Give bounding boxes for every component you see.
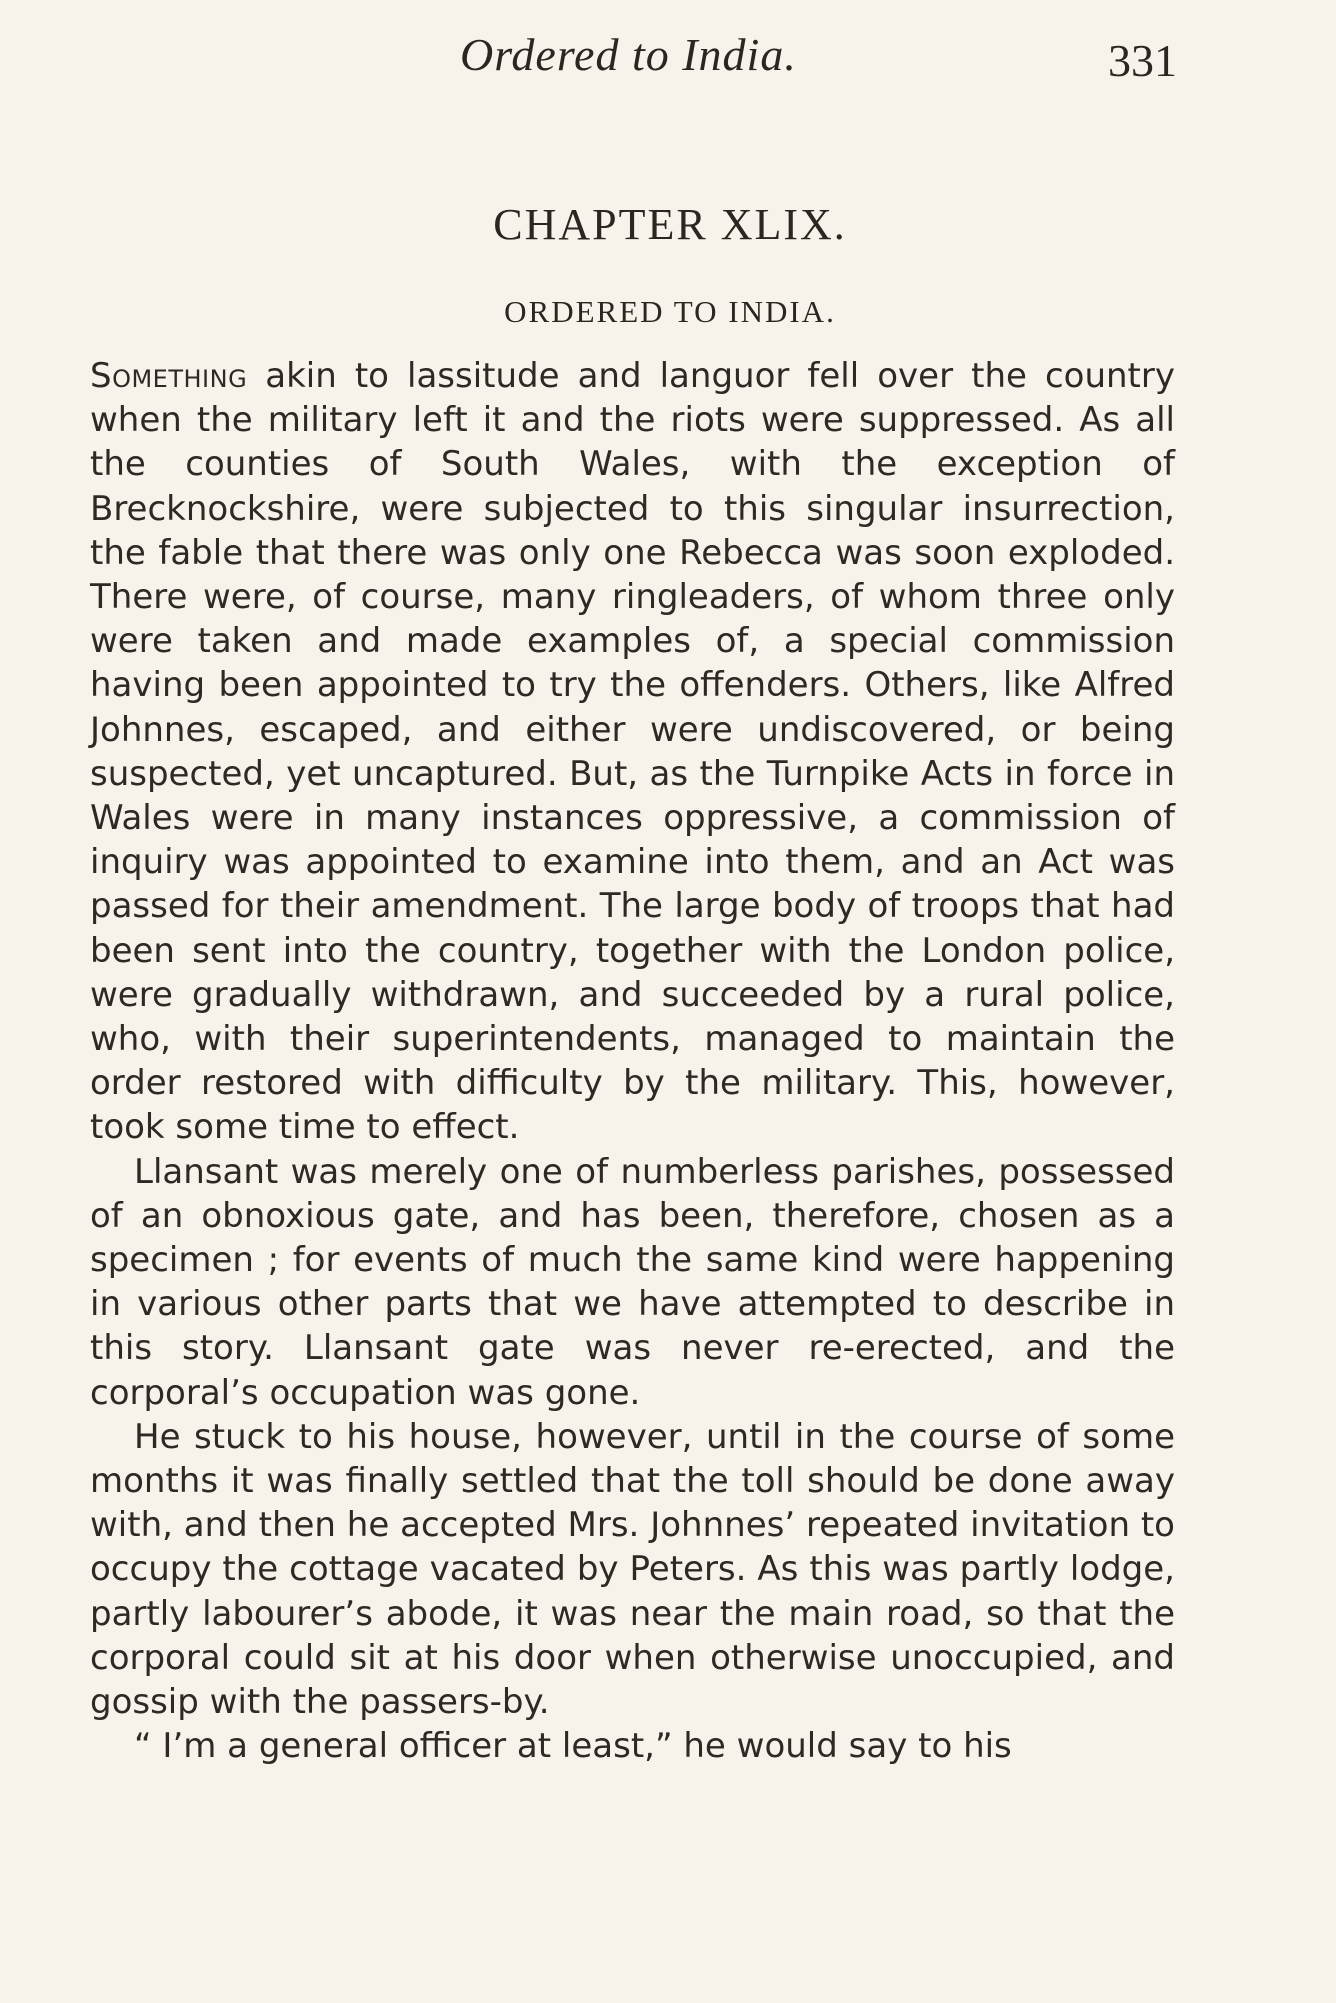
- running-head: [90, 28, 1180, 103]
- chapter-subtitle: ORDERED TO INDIA.: [504, 294, 836, 329]
- paragraph: [90, 354, 1175, 1150]
- paragraph-text: akin to lassitude and languor fell over the country when the military left it and the riots were suppressed. As all the counties of South Wales, with the exception of Brecknockshire, were subjected to this singular insurrection, the fable that there was only one Rebecca was soon exploded. There were, of course, many ringleaders, of whom three only were taken and made examples of, a special commission having been appointed to try the offenders. Others, like Alfred Johnnes, escaped, and either were undiscovered, or being suspected, yet uncaptured. But, as the Turnpike Acts in force in Wales were in many instances oppressive, a commission of inquiry was appointed to examine into them, and an Act was passed for their amendment. The large body of troops that had been sent into the country, together with the London police, were gradually withdrawn, and succeeded by a rural police, who, with their superintendents, managed to maintain the order restored with difficulty by the military. This, however, took some time to effect.: [90, 356, 1175, 1148]
- book-page: [90, 28, 1180, 1769]
- lead-word: Something: [90, 356, 248, 396]
- body-text: [90, 354, 1175, 1769]
- paragraph: [90, 1724, 1175, 1768]
- chapter-title: CHAPTER XLIX.: [493, 200, 847, 249]
- paragraph-text: He stuck to his house, however, until in the course of some months it was finally settled that the toll should be done away with, and then he accepted Mrs. Johnnes’ repeated invitation to occupy the cottage vacated by Peters. As this was partly lodge, partly labourer’s abode, it was near the main road, so that the corporal could sit at his door when otherwise unoccupied, and gossip with the passers-by.: [90, 1416, 1175, 1723]
- page-number: 331: [1108, 35, 1177, 86]
- running-title: Ordered to India.: [460, 29, 797, 80]
- paragraph-text: “ I’m a general officer at least,” he would say to his: [134, 1726, 1012, 1767]
- paragraph-text: Llansant was merely one of numberless parishes, possessed of an obnoxious gate, and has been, therefore, chosen as a specimen ; for events of much the same kind were happening in various other parts that we have attempted to describe in this story. Llansant gate was never re-erected, and the corporal’s occupation was gone.: [90, 1151, 1175, 1413]
- paragraph: [90, 1415, 1175, 1724]
- paragraph: [90, 1150, 1175, 1415]
